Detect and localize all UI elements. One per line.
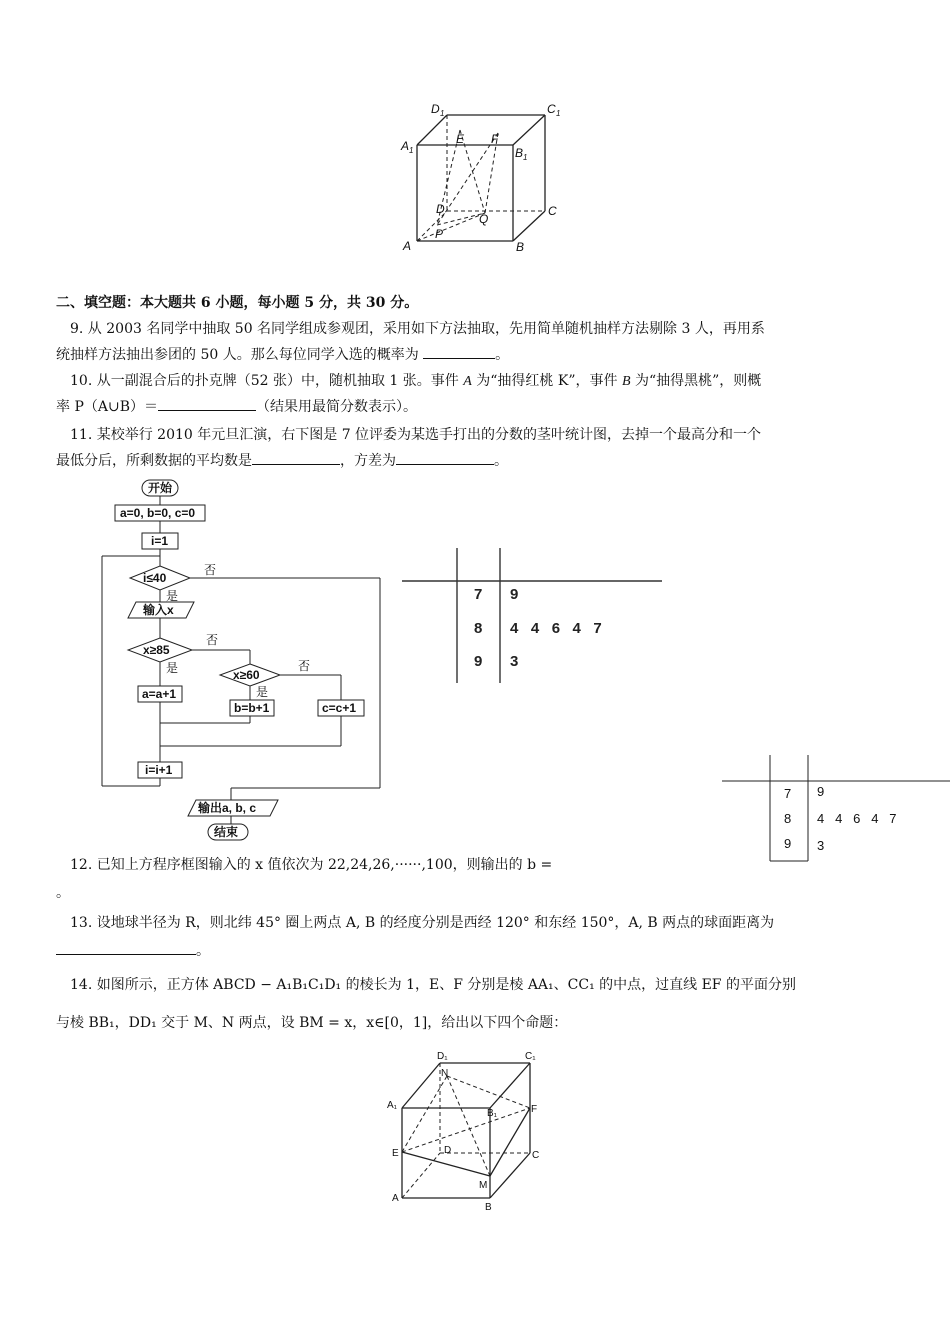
fc-no2-label: 否 [206,633,219,647]
q10-event-A: A [463,374,472,389]
label-D1: D [431,102,440,116]
q12-line2: 。 [56,885,70,901]
q9-end: 。 [495,347,510,363]
c2-label-C1: C₁ [525,1051,536,1062]
label-C: C [548,204,557,218]
q14-line1: 14. 如图所示，正方体 ABCD − A₁B₁C₁D₁ 的棱长为 1，E、F 分别是棱 AA₁、CC₁ 的中点，过直线 EF 的平面分别 [70,977,796,993]
c2-label-C: C [532,1150,540,1161]
small-leaves-9: 3 [817,838,825,853]
label-A: A [403,239,412,253]
fc-no1-label: 否 [204,563,217,577]
small-leaves-8: 4 4 6 4 7 [817,811,897,826]
fc-iinit-label: i=1 [151,534,169,548]
small-stem-8: 8 [784,811,792,826]
stem-7: 7 [474,586,483,603]
c2-label-D: D [444,1145,452,1156]
fc-yes3-label: 是 [256,685,269,699]
fc-yes2-label: 是 [166,661,179,675]
leaves-9: 3 [510,653,519,670]
label-Q: Q [479,212,489,226]
q11-line2 [56,450,886,472]
fc-cond3-label: x≥60 [233,668,260,682]
svg-text:1: 1 [523,153,528,162]
cube-figure-1 [395,95,570,260]
fc-output-label: 输出a, b, c [198,801,257,815]
label-E: E [456,132,465,146]
section-heading: 二、填空题：本大题共 6 小题，每小题 5 分，共 30 分。 [56,295,419,311]
c2-label-A1: A₁ [387,1100,398,1111]
q11-end: 。 [494,453,508,469]
q9-line2 [56,344,886,366]
svg-text:1: 1 [440,109,445,118]
fc-no3-label: 否 [298,659,311,673]
q14-line2: 与棱 BB₁，DD₁ 交于 M、N 两点，设 BM = x，x∈[0，1]，给出以下四个命题： [56,1015,568,1031]
q11-variance-blank[interactable] [396,450,494,465]
q12-line1: 12. 已知上方程序框图输入的 x 值依次为 22,24,26,······,100，则输出的 b = [70,857,553,873]
c2-label-A: A [392,1193,399,1204]
q10-text-b: 为“抽得红桃 K”，事件 [471,373,622,389]
c2-label-B: B [485,1202,492,1213]
small-stem-7: 7 [784,786,792,801]
c2-label-N: N [441,1068,449,1079]
label-B: B [516,240,525,254]
label-C1: C [547,102,556,116]
fc-iinc-label: i=i+1 [145,763,173,777]
fc-cond1-label: i≤40 [143,571,167,585]
fc-start-label: 开始 [148,481,173,495]
c2-label-M: M [479,1180,488,1191]
stem-9: 9 [474,653,483,670]
q10-text-c: 为“抽得黑桃”，则概 [630,373,762,389]
svg-text:1: 1 [409,146,414,155]
fc-cinc-label: c=c+1 [322,701,357,715]
stem-leaf-plot-small [720,755,950,865]
fc-input-label: 输入x [143,603,174,617]
fc-init-label: a=0, b=0, c=0 [120,506,196,520]
leaves-8: 4 4 6 4 7 [510,620,602,637]
q10-answer-blank[interactable] [158,396,256,411]
small-leaves-7: 9 [817,784,825,799]
label-D: D [436,202,445,216]
fc-cond2-label: x≥85 [143,643,170,657]
leaves-7: 9 [510,586,519,603]
q9-line1: 9. 从 2003 名同学中抽取 50 名同学组成参观团，采用如下方法抽取，先用简单随机抽样方法剔除 3 人，再用系 [70,321,765,337]
fc-ainc-label: a=a+1 [142,687,177,701]
fc-yes1-label: 是 [166,589,179,603]
label-P: P [435,227,444,241]
label-F: F [491,132,499,146]
q10-event-B: B [621,374,631,389]
q10-line2 [56,396,886,418]
c2-label-F: F [531,1104,538,1115]
c2-label-D1: D₁ [437,1051,448,1062]
c2-label-E: E [392,1148,399,1159]
flowchart [98,478,398,848]
c2-label-B1: B₁ [487,1108,498,1119]
fc-binc-label: b=b+1 [234,701,270,715]
cube-figure-2 [385,1048,560,1213]
q10-prob-text: 率 P（A∪B）＝ [56,399,158,415]
q9-text: 统抽样方法抽出参团的 50 人。那么每位同学入选的概率为 [56,347,424,363]
q10-line1 [70,370,900,393]
q11-text-a: 最低分后，所剩数据的平均数是 [56,453,252,469]
q10-end: （结果用最简分数表示）。 [256,399,417,415]
label-A1: A [401,139,410,153]
svg-text:1: 1 [556,109,561,118]
q11-text-b: ，方差为 [340,453,396,469]
q9-answer-blank[interactable] [423,344,495,359]
fc-end-label: 结束 [214,825,239,839]
q11-mean-blank[interactable] [252,450,340,465]
q13-answer-blank[interactable] [56,940,196,955]
stem-leaf-plot-large [400,545,665,685]
q13-line2 [56,940,886,962]
small-stem-9: 9 [784,836,792,851]
q13-line1: 13. 设地球半径为 R，则北纬 45° 圈上两点 A, B 的经度分别是西经 120° 和东经 150°，A, B 两点的球面距离为 [70,915,775,931]
stem-8: 8 [474,620,483,637]
q11-line1: 11. 某校举行 2010 年元旦汇演，右下图是 7 位评委为某选手打出的分数的茎叶统计图，去掉一个最高分和一个 [70,427,762,443]
label-B1: B [515,146,524,160]
q13-end: 。 [196,943,210,959]
q10-text-a: 10. 从一副混合后的扑克牌（52 张）中，随机抽取 1 张。事件 [70,373,464,389]
